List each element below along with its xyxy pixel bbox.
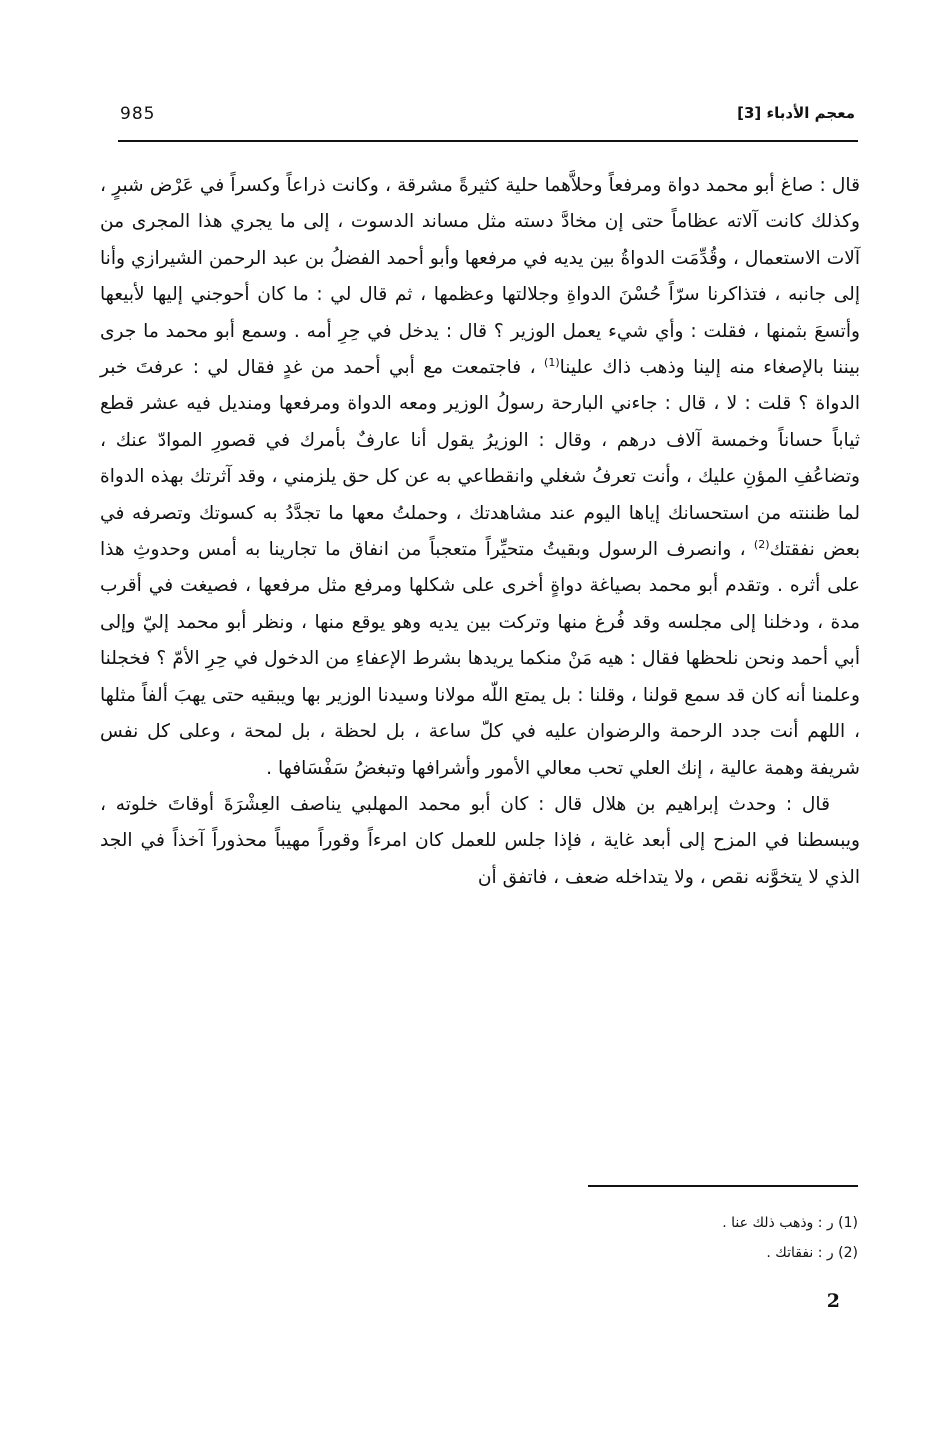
page-header bbox=[120, 104, 855, 134]
sheet-number: 2 bbox=[826, 1290, 840, 1312]
body-text bbox=[100, 168, 860, 896]
paragraph-1-part-a: قال : صاغ أبو محمد دواة ومرفعاً وحلاَّهما حلية كثيرةً مشرقة ، وكانت ذراعاً وكسراً في عَرْض شبرٍ ، وكذلك كانت آلاته عظاماً حتى إن مخادَّ دسته مثل مساند الدسوت ، إلى ما يجري هذا المجرى من آلات الاستعمال ، وقُدِّمَت الدواةُ بين يديه في مرفعها وأبو أحمد الفضلُ بن عبد الرحمن الشيرازي وأنا إلى جانبه ، فتذاكرنا سرّاً حُسْنَ الدواةِ وجلالتها وعظمها ، ثم قال لي : ما كان أحوجني إليها لأبيعها وأتسعَ بثمنها ، فقلت : وأي شيء يعمل الوزير ؟ قال : يدخل في حِرِ أمه . وسمع أبو محمد ما جرى بيننا بالإصغاء منه إلينا وذهب ذاك علينا bbox=[100, 175, 860, 379]
footnote-rule bbox=[588, 1185, 858, 1187]
paragraph-1 bbox=[100, 168, 860, 787]
page-number: 985 bbox=[120, 104, 156, 124]
footnote-ref-1: (1) bbox=[544, 355, 560, 369]
footnote-1: (1) ر : وذهب ذلك عنا . bbox=[722, 1215, 858, 1231]
footnote-ref-2: (2) bbox=[753, 537, 770, 551]
footnote-2: (2) ر : نفقاتك . bbox=[766, 1245, 858, 1261]
header-rule bbox=[118, 140, 858, 142]
running-head: معجم الأدباء [3] bbox=[737, 104, 855, 122]
paragraph-2: قال : وحدث إبراهيم بن هلال قال : كان أبو محمد المهلبي يناصف العِشْرَةَ أوقاتَ خلوته ، ويبسطنا في المزح إلى أبعد غاية ، فإذا جلس للعمل كان امرءاً وقوراً مهيباً محذوراً آخذاً في الجد الذي لا يتخوَّنه نقص ، ولا يتداخله ضعف ، فاتفق أن bbox=[100, 793, 860, 888]
paragraph-1-part-c: ، وانصرف الرسول وبقيتُ متحيِّراً متعجباً من انفاق ما تجارينا به أمس وحدوثِ هذا على أثره . وتقدم أبو محمد بصياغة دواةٍ أخرى على شكلها ومرفع مثل مرفعها ، فصيغت في أقرب مدة ، ودخلنا إلى مجلسه وقد فُرغ منها وتركت بين يديه وهو يوقع منها ، ونظر أبو محمد إليّ وإلى أبي أحمد ونحن نلحظها فقال : هيه مَنْ منكما يريدها بشرط الإعفاءِ من الدخول في حِرِ الأمّ ؟ فخجلنا وعلمنا أنه كان قد سمع قولنا ، وقلنا : بل يمتع اللّه مولانا وسيدنا الوزير بها ويبقيه حتى يهبَ ألفاً مثلها ، اللهم أنت جدد الرحمة والرضوان عليه في كلّ ساعة ، بل لحظة ، بل لمحة ، وعلى كل نفس شريفة وهمة عالية ، إنك العلي تحب معالي الأمور وأشرافها وتبغضُ سَفْسَافها . bbox=[100, 539, 860, 779]
footnotes bbox=[458, 1208, 858, 1268]
paragraph-1-part-b: ، فاجتمعت مع أبي أحمد من غدٍ فقال لي : عرفتَ خبر الدواة ؟ قلت : لا ، قال : جاءني البارحة رسولُ الوزير ومعه الدواة ومرفعها ومنديل فيه عشر قطع ثياباً حساناً وخمسة آلاف درهم ، وقال : الوزيرُ يقول أنا عارفٌ بأمرك في قصورِ الموادّ عنك ، وتضاعُفِ المؤنِ عليك ، وأنت تعرفُ شغلي وانقطاعي به عن كل حق يلزمني ، وقد آثرتك بهذه الدواة لما ظننته من استحسانك إياها اليوم عند مشاهدتك ، وحملتُ معها ما تجدَّدُ به كسوتك وتصرفه في بعض نفقتك bbox=[100, 357, 860, 561]
